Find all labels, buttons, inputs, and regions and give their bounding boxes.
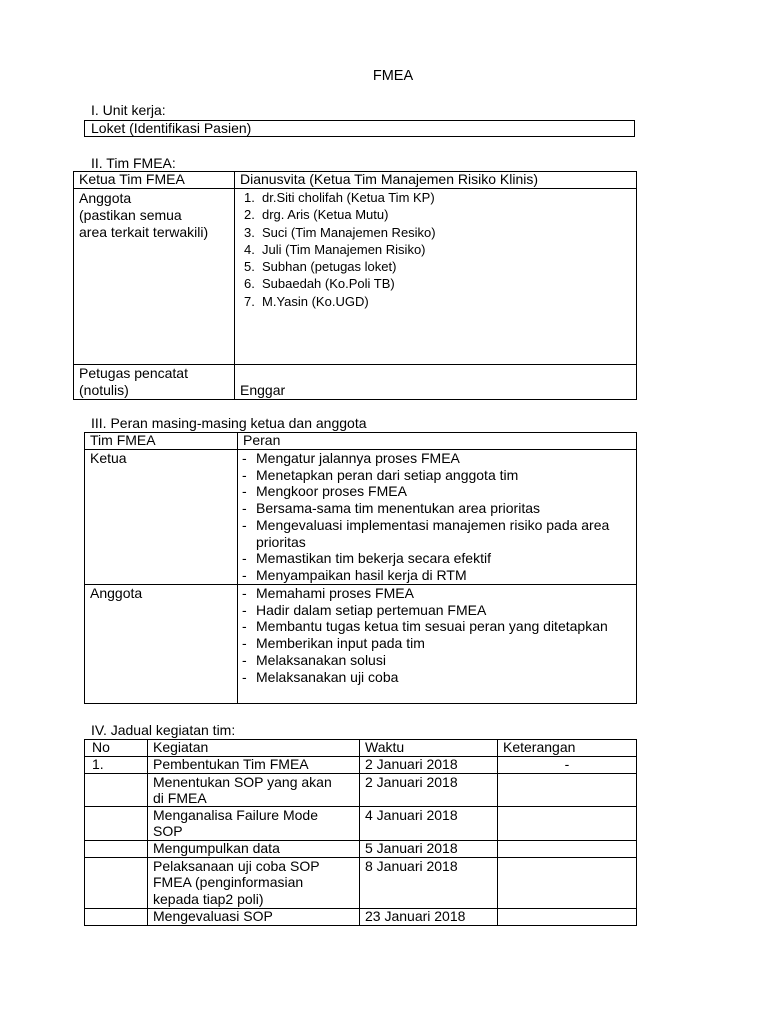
dash-bullet: - (242, 635, 247, 652)
list-item (242, 669, 630, 686)
jadual-cell-no (85, 841, 148, 858)
jadual-header-no: No (85, 740, 148, 757)
list-item (244, 293, 636, 310)
jadual-heading: IV. Jadual kegiatan tim: (91, 722, 236, 738)
jadual-table (84, 739, 637, 926)
list-item-text: Mengkoor proses FMEA (256, 483, 407, 500)
list-item (242, 500, 630, 517)
dash-bullet: - (242, 618, 247, 635)
tim-fmea-table (73, 171, 637, 400)
dash-bullet: - (242, 585, 247, 601)
jadual-header-keterangan: Keterangan (498, 740, 637, 757)
list-item-text: Mengevaluasi implementasi manajemen risiko pada area prioritas (256, 516, 610, 550)
list-item (242, 585, 630, 602)
list-item (244, 275, 636, 292)
list-item-text: Bersama-sama tim menentukan area prioritas (256, 500, 541, 517)
jadual-cell-keterangan (498, 909, 637, 926)
jadual-cell-no (85, 909, 148, 926)
list-item-text: M.Yasin (Ko.UGD) (262, 293, 369, 309)
dash-bullet: - (242, 516, 247, 533)
table-row (85, 807, 637, 841)
list-item (242, 467, 630, 484)
jadual-cell-kegiatan: Menganalisa Failure Mode SOP (148, 807, 360, 841)
ketua-tim-value: Dianusvita (Ketua Tim Manajemen Risiko Klinis) (235, 172, 637, 189)
jadual-cell-no (85, 774, 148, 807)
unit-kerja-heading: I. Unit kerja: (91, 102, 166, 118)
table-row (85, 909, 637, 926)
table-row (85, 774, 637, 807)
dash-bullet: - (242, 450, 247, 466)
list-item (244, 224, 636, 241)
list-item-number: 2. (244, 207, 255, 223)
anggota-label: Anggota (pastikan semua area terkait terwakili) (74, 189, 235, 365)
jadual-header-kegiatan: Kegiatan (148, 740, 360, 757)
peran-col-peran: Peran (238, 433, 637, 450)
list-item-text: Menyampaikan hasil kerja di RTM (256, 566, 467, 583)
notulis-label: Petugas pencatat (notulis) (74, 365, 235, 400)
list-item-number: 4. (244, 241, 255, 257)
peran-anggota-label: Anggota (85, 585, 238, 704)
dash-bullet: - (242, 466, 247, 483)
dash-bullet: - (242, 651, 247, 668)
jadual-cell-kegiatan: Pembentukan Tim FMEA (148, 757, 360, 774)
table-row (85, 757, 637, 774)
list-item-number: 7. (244, 293, 255, 309)
jadual-cell-waktu: 8 Januari 2018 (360, 858, 498, 909)
list-item-text: Memberikan input pada tim (256, 635, 425, 652)
list-item-text: Memastikan tim bekerja secara efektif (256, 550, 491, 567)
list-item-text: Menetapkan peran dari setiap anggota tim (256, 466, 519, 483)
jadual-cell-keterangan: - (498, 757, 637, 774)
table-row (85, 858, 637, 909)
jadual-cell-kegiatan: Menentukan SOP yang akan di FMEA (148, 774, 360, 807)
list-item (242, 517, 630, 550)
list-item-text: dr.Siti cholifah (Ketua Tim KP) (262, 190, 435, 205)
dash-bullet: - (242, 483, 247, 500)
jadual-cell-waktu: 2 Januari 2018 (360, 757, 498, 774)
notulis-value: Enggar (235, 365, 637, 400)
list-item-number: 6. (244, 276, 255, 292)
list-item-text: Subaedah (Ko.Poli TB) (262, 276, 395, 292)
list-item-text: Melaksanakan solusi (256, 651, 386, 668)
anggota-list (244, 189, 636, 310)
list-item (242, 567, 630, 584)
list-item-number: 3. (244, 224, 255, 240)
list-item-text: Melaksanakan uji coba (256, 668, 399, 685)
list-item-text: Mengatur jalannya proses FMEA (256, 450, 460, 466)
tim-fmea-heading: II. Tim FMEA: (91, 155, 176, 171)
document-title: FMEA (372, 68, 414, 84)
list-item (244, 241, 636, 258)
list-item (242, 450, 630, 467)
table-row (85, 841, 637, 858)
ketua-role-list (242, 450, 630, 584)
dash-bullet: - (242, 550, 247, 567)
jadual-header-waktu: Waktu (360, 740, 498, 757)
list-item (242, 602, 630, 619)
jadual-cell-keterangan (498, 807, 637, 841)
list-item (244, 206, 636, 223)
list-item-text: Memahami proses FMEA (256, 585, 414, 601)
list-item (244, 189, 636, 206)
dash-bullet: - (242, 500, 247, 517)
jadual-cell-waktu: 5 Januari 2018 (360, 841, 498, 858)
dash-bullet: - (242, 566, 247, 583)
peran-col-tim: Tim FMEA (85, 433, 238, 450)
jadual-cell-keterangan (498, 774, 637, 807)
list-item-text: Membantu tugas ketua tim sesuai peran yang ditetapkan (256, 618, 608, 635)
unit-kerja-value: Loket (Identifikasi Pasien) (84, 120, 635, 137)
jadual-cell-no (85, 807, 148, 841)
list-item-text: Hadir dalam setiap pertemuan FMEA (256, 601, 487, 618)
peran-ketua-cell (238, 450, 637, 585)
jadual-cell-keterangan (498, 841, 637, 858)
peran-table (84, 432, 637, 704)
jadual-cell-keterangan (498, 858, 637, 909)
list-item (244, 258, 636, 275)
list-item-text: Juli (Tim Manajemen Risiko) (262, 241, 426, 257)
list-item (242, 618, 630, 635)
anggota-role-list (242, 585, 630, 685)
list-item (242, 483, 630, 500)
list-item-text: Suci (Tim Manajemen Resiko) (262, 224, 436, 240)
jadual-cell-no (85, 858, 148, 909)
jadual-cell-waktu: 2 Januari 2018 (360, 774, 498, 807)
anggota-list-cell (235, 189, 637, 365)
ketua-tim-label: Ketua Tim FMEA (74, 172, 235, 189)
dash-bullet: - (242, 668, 247, 685)
peran-heading: III. Peran masing-masing ketua dan anggota (91, 415, 367, 431)
jadual-cell-kegiatan: Mengumpulkan data (148, 841, 360, 858)
list-item-text: Subhan (petugas loket) (262, 259, 397, 275)
list-item-number: 5. (244, 259, 255, 275)
list-item-number: 1. (244, 190, 255, 205)
list-item-text: drg. Aris (Ketua Mutu) (262, 207, 389, 223)
jadual-cell-waktu: 23 Januari 2018 (360, 909, 498, 926)
list-item (242, 635, 630, 652)
list-item (242, 550, 630, 567)
dash-bullet: - (242, 601, 247, 618)
peran-ketua-label: Ketua (85, 450, 238, 585)
jadual-cell-waktu: 4 Januari 2018 (360, 807, 498, 841)
peran-anggota-cell (238, 585, 637, 704)
jadual-cell-kegiatan: Pelaksanaan uji coba SOP FMEA (penginformasian kepada tiap2 poli) (148, 858, 360, 909)
jadual-cell-no: 1. (85, 757, 148, 774)
list-item (242, 652, 630, 669)
jadual-cell-kegiatan: Mengevaluasi SOP (148, 909, 360, 926)
